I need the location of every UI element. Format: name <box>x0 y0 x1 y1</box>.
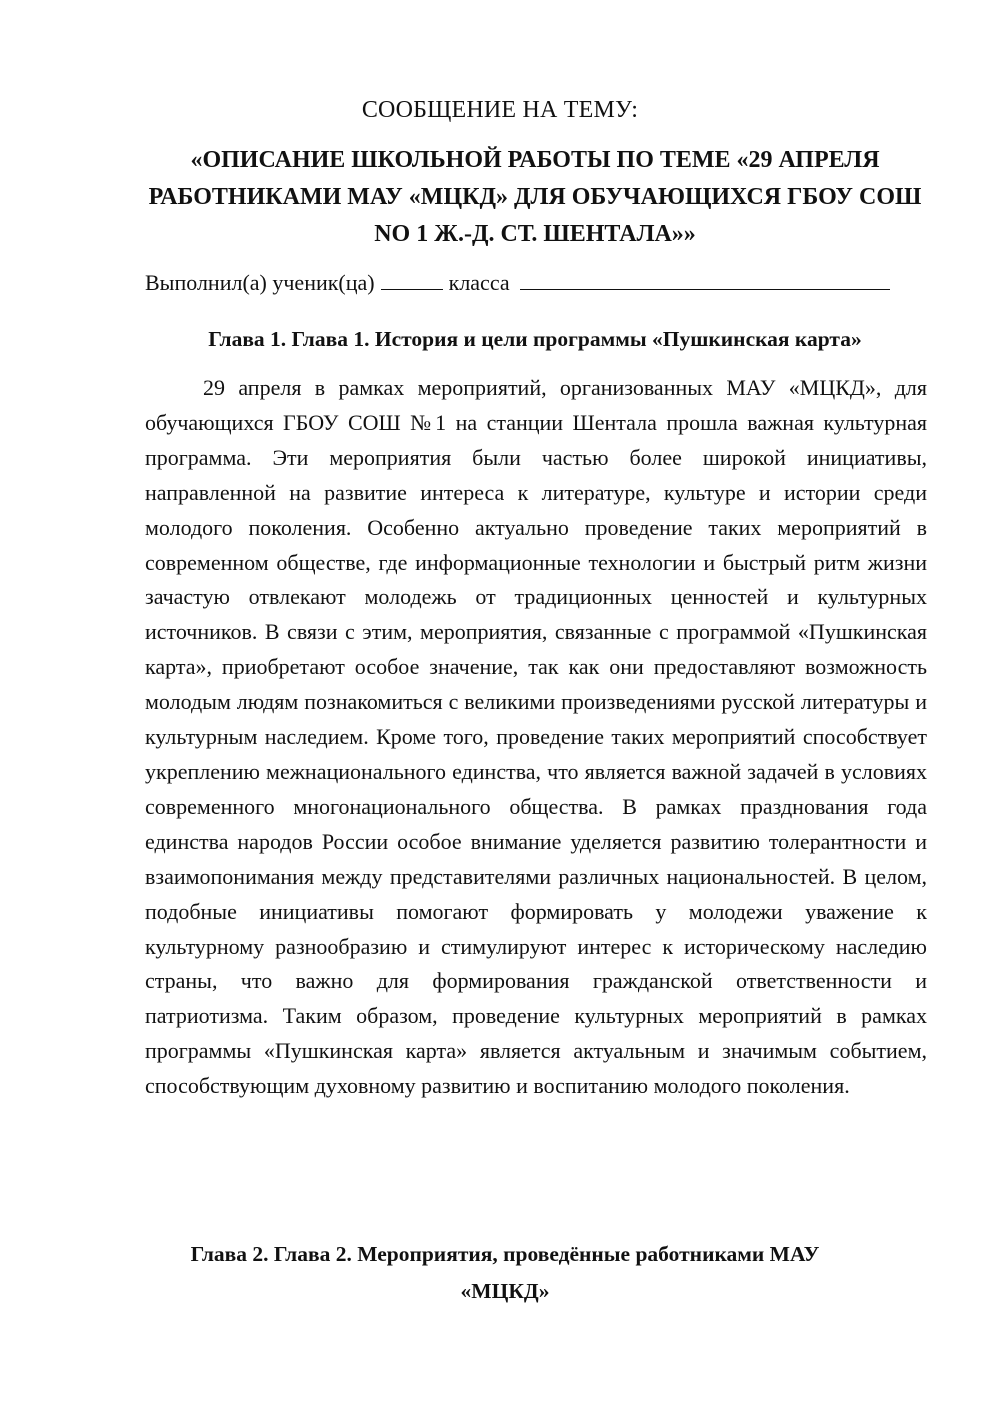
chapter-2-heading-line: «МЦКД» <box>460 1279 550 1303</box>
class-number-blank <box>381 269 443 290</box>
document-title-line: РАБОТНИКАМИ МАУ «МЦКД» ДЛЯ ОБУЧАЮЩИХСЯ ГБОУ СОШ <box>148 184 922 210</box>
document-title <box>120 142 950 253</box>
document-kicker: СООБЩЕНИЕ НА ТЕМУ: <box>361 97 639 123</box>
chapter-1-heading: Глава 1. Глава 1. История и цели программы «Пушкинская карта» <box>208 327 862 351</box>
chapter-2-heading <box>70 1236 940 1310</box>
document-title-line: NO 1 Ж.-Д. СТ. ШЕНТАЛА»» <box>374 221 696 247</box>
document-title-line: «ОПИСАНИЕ ШКОЛЬНОЙ РАБОТЫ ПО ТЕМЕ «29 АПРЕЛЯ <box>190 147 880 173</box>
student-label: Выполнил(а) ученик(ца) <box>145 270 375 295</box>
student-info-line <box>145 268 935 298</box>
student-name-blank <box>520 269 890 290</box>
class-label: класса <box>448 270 510 295</box>
chapter-2-heading-line: Глава 2. Глава 2. Мероприятия, проведённые работниками МАУ <box>190 1242 820 1266</box>
chapter-1-paragraph: 29 апреля в рамках мероприятий, организованных МАУ «МЦКД», для обучающихся ГБОУ СОШ №1 на станции Шентала прошла важная культурная программа. Эти мероприятия были частью более широкой инициативы, направленной на развитие интереса к литературе, культуре и истории среди молодого поколения. Особенно актуально проведение таких мероприятий в современном обществе, где информационные технологии и быстрый ритм жизни зачастую отвлекают молодежь от традиционных ценностей и культурных источников. В связи с этим, мероприятия, связанные с программой «Пушкинская карта», приобретают особое значение, так как они предоставляют возможность молодым людям познакомиться с великими произведениями русской литературы и культурным наследием. Кроме того, проведение таких мероприятий способствует укреплению межнационального единства, что является важной задачей в условиях современного многонационального общества. В рамках празднования года единства народов России особое внимание уделяется развитию толерантности и взаимопонимания между представителями различных национальностей. В целом, подобные инициативы помогают формировать у молодежи уважение к культурному разнообразию и стимулируют интерес к историческому наследию страны, что важно для формирования гражданской ответственности и патриотизма. Таким образом, проведение культурных мероприятий в рамках программы «Пушкинская карта» является актуальным и значимым событием, способствующим духовному развитию и воспитанию молодого поколения. <box>145 375 927 1099</box>
